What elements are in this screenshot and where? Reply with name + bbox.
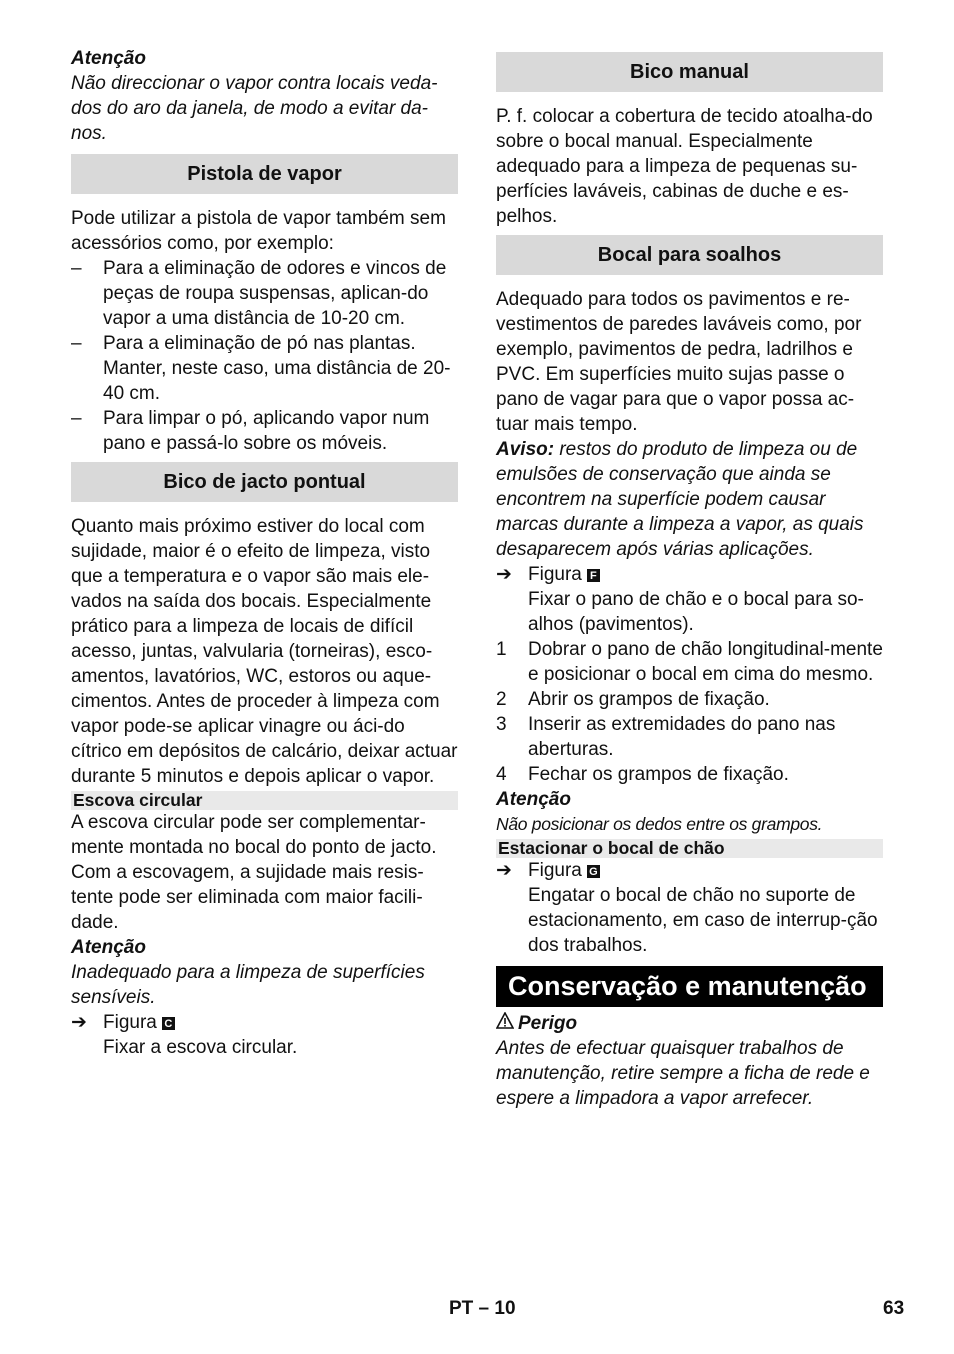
right-column (496, 46, 883, 1111)
arrow-right-icon: ➔ (496, 564, 512, 585)
attention-text: Não posicionar os dedos entre os grampos. (496, 814, 823, 834)
subheading-escova: Escova circular (71, 791, 458, 810)
figure-ref: ➔ Figura F (496, 562, 883, 587)
figure-step: Fixar o pano de chão e o bocal para so-alhos (pavimentos). (528, 589, 864, 635)
escova-text: A escova circular pode ser complementar-mente montada no bocal do ponto de jacto. Com a escovagem, a sujidade mais resis-tente pode ser eliminada com maior facili-dade. (71, 812, 437, 933)
arrow-right-icon: ➔ (71, 1012, 87, 1033)
bocal-text: Adequado para todos os pavimentos e re-vestimentos de paredes laváveis como, por exemplo, pavimentos de pedra, ladrilhos e PVC. Em superfícies muito sujas passe o pano de vagar para que o vapor possa ac-tuar mais tempo. (496, 289, 862, 435)
step-item: 3 Inserir as extremidades do pano nas aberturas. (496, 714, 836, 760)
attention-title: Atenção (71, 48, 146, 69)
list-item: – Para a eliminação de pó nas plantas. Manter, neste caso, uma distância de 20-40 cm. (71, 333, 451, 404)
figure-ref: ➔ Figura G (496, 858, 883, 883)
footer-section: PT – 10 (449, 1298, 516, 1319)
attention-text: Não direccionar o vapor contra locais veda-dos do aro da janela, de modo a evitar da-nos. (71, 73, 438, 144)
heading-bico-manual: Bico manual (496, 52, 883, 92)
figure-c-badge: C (162, 1017, 175, 1030)
figure-ref: ➔ Figura C (71, 1010, 458, 1035)
left-column (71, 46, 458, 1060)
pistola-intro: Pode utilizar a pistola de vapor também sem acessórios como, por exemplo: (71, 208, 446, 254)
attention-title: Atenção (71, 937, 146, 958)
step-item: 1 Dobrar o pano de chão longitudinal-mente e posicionar o bocal em cima do mesmo. (496, 639, 883, 685)
warning-icon (496, 1011, 518, 1036)
subheading-estacionar: Estacionar o bocal de chão (496, 839, 883, 858)
perigo-title: Perigo (496, 1011, 883, 1036)
page-number: 63 (883, 1298, 905, 1319)
figure-step: Fixar a escova circular. (103, 1037, 298, 1058)
heading-bico-jacto: Bico de jacto pontual (71, 462, 458, 502)
attention-title: Atenção (496, 789, 571, 810)
heading-bocal-soalhos: Bocal para soalhos (496, 235, 883, 275)
attention-text: Inadequado para a limpeza de superfícies sensíveis. (71, 962, 425, 1008)
list-item: – Para a eliminação de odores e vincos de peças de roupa suspensas, aplican-do vapor a uma distância de 10-20 cm. (71, 258, 447, 329)
figure-g-badge: G (587, 865, 600, 878)
bico-jacto-text: Quanto mais próximo estiver do local com sujidade, maior é o efeito de limpeza, visto que a temperatura e o vapor são mais ele-vados na saída dos bocais. Especialmente prático para a limpeza de locais de difícil acesso, juntas, valvularia (torneiras), esco-amentos, lavatórios, WC, estoros ou aque-cimentos. Antes de proceder à limpeza com vapor pode-se aplicar vinagre ou áci-do cítrico em depósitos de calcário, deixar actuar durante 5 minutos e depois aplicar o vapor. (71, 516, 458, 787)
bico-manual-text: P. f. colocar a cobertura de tecido atoalha-do sobre o bocal manual. Especialmente adequado para a limpeza de pequenas su-perfícies laváveis, cabinas de duche e es-pelhos. (496, 106, 873, 227)
step-item: 2 Abrir os grampos de fixação. (496, 689, 770, 710)
figure-step: Engatar o bocal de chão no suporte de estacionamento, em caso de interrup-ção dos trabalhos. (528, 885, 878, 956)
arrow-right-icon: ➔ (496, 860, 512, 881)
perigo-text: Antes de efectuar quaisquer trabalhos de manutenção, retire sempre a ficha de rede e espere a limpadora a vapor arrefecer. (496, 1038, 870, 1109)
heading-pistola: Pistola de vapor (71, 154, 458, 194)
list-item: – Para limpar o pó, aplicando vapor num pano e passá-lo sobre os móveis. (71, 408, 430, 454)
figure-f-badge: F (587, 569, 600, 582)
aviso-note: Aviso: restos do produto de limpeza ou de emulsões de conservação que ainda se encontrem na superfície podem causar marcas durante a limpeza a vapor, as quais desaparecem após várias aplicações. (496, 439, 864, 560)
heading-conservacao: Conservação e manutenção (496, 966, 883, 1007)
step-item: 4 Fechar os grampos de fixação. (496, 764, 789, 785)
